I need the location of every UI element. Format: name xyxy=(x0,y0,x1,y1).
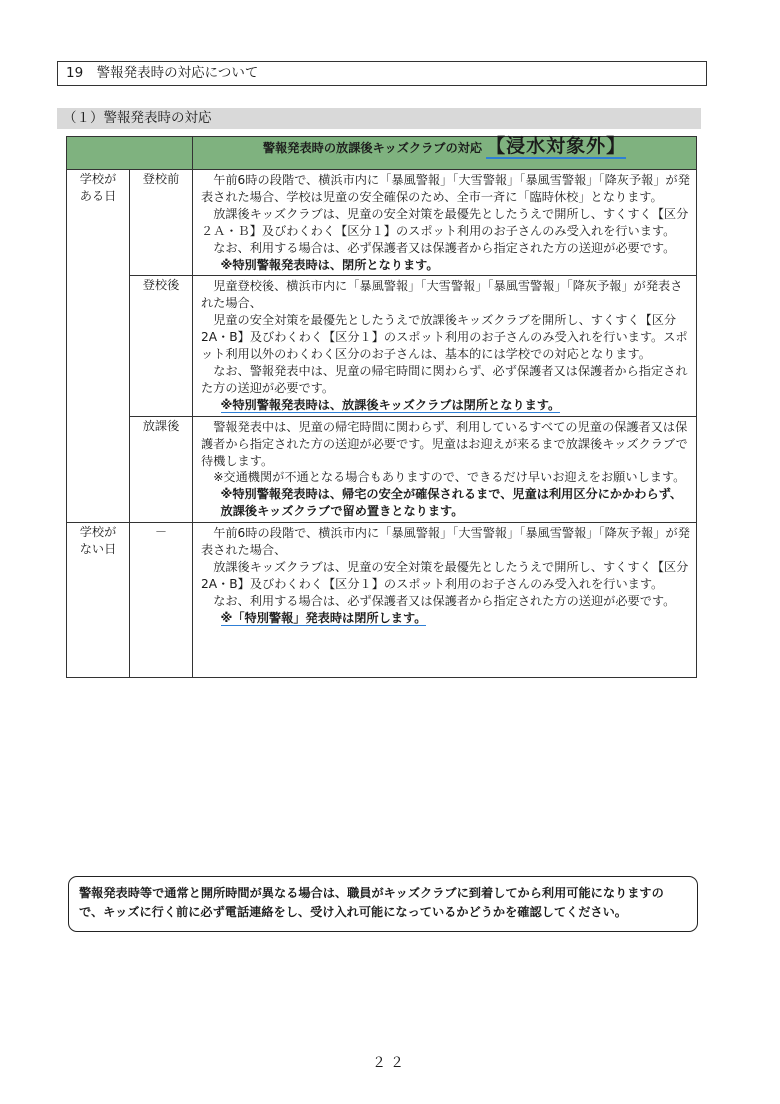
row-before-school xyxy=(67,170,697,276)
before-school-note: ※特別警報発表時は、閉所となります。 xyxy=(220,257,439,272)
before-school-label: 登校前 xyxy=(130,170,193,276)
section-title: 19 警報発表時の対応について xyxy=(57,61,707,86)
row-no-school-day xyxy=(67,523,697,678)
after-arrival-p3: なお、警報発表中は、児童の帰宅時間に関わらず、必ず保護者又は保護者から指定された方の送迎が必要です。 xyxy=(201,363,688,395)
page-number: ２２ xyxy=(372,1055,408,1071)
no-school-p1: 午前6時の段階で、横浜市内に「暴風警報」「大雪警報」「暴風雪警報」「降灰予報」が発表された場合、 xyxy=(201,526,690,558)
subsection-title: （１）警報発表時の対応 xyxy=(57,108,701,129)
header-empty-cell xyxy=(67,137,193,170)
after-school-p2: ※交通機関が不通となる場合もありますので、できるだけ早いお迎えをお願いします。 xyxy=(213,470,686,485)
no-school-note-text: ※「特別警報」発表時は閉所します。 xyxy=(220,610,427,625)
row-after-arrival xyxy=(67,276,697,416)
before-school-p1: 午前6時の段階で、横浜市内に「暴風警報」「大雪警報」「暴風雪警報」「降灰予報」が発表された場合、学校は児童の安全確保のため、全市一斉に「臨時休校」となります。 xyxy=(201,173,690,204)
before-school-content xyxy=(193,170,697,276)
after-arrival-note xyxy=(201,397,690,414)
after-school-p1: 警報発表中は、児童の帰宅時間に関わらず、利用しているすべての児童の保護者又は保護者から指定された方の送迎が必要です。児童はお迎えが来るまで放課後キッズクラブで待機します。 xyxy=(201,419,688,468)
after-arrival-p1: 児童登校後、横浜市内に「暴風警報」「大雪警報」「暴風雪警報」「降灰予報」が発表された場合、 xyxy=(201,279,683,311)
no-school-day-sub-label: － xyxy=(130,523,193,678)
header-tag: 【浸水対象外】 xyxy=(486,135,627,157)
before-school-p2: 放課後キッズクラブは、児童の安全対策を最優先としたうえで開所し、すくすく【区分２Ａ・Ｂ】及びわくわく【区分１】のスポット利用のお子さんのみ受入れを行います。 xyxy=(201,206,689,238)
school-day-label: 学校が ある日 xyxy=(67,170,130,523)
after-school-note: ※特別警報発表時は、帰宅の安全が確保されるまで、児童は利用区分にかかわらず、放課後キッズクラブで留め置きとなります。 xyxy=(220,487,683,519)
no-school-day-label: 学校が ない日 xyxy=(67,523,130,678)
after-school-content xyxy=(193,416,697,522)
no-school-p3: なお、利用する場合は、必ず保護者又は保護者から指定された方の送迎が必要です。 xyxy=(213,593,676,608)
notice-box: 警報発表時等で通常と開所時間が異なる場合は、職員がキッズクラブに到着してから利用可能になりますので、キッズに行く前に必ず電話連絡をし、受け入れ可能になっているかどうかを確認してください。 xyxy=(68,876,698,932)
after-arrival-label: 登校後 xyxy=(130,276,193,416)
row-after-school xyxy=(67,416,697,522)
no-school-day-content xyxy=(193,523,697,678)
warning-response-table xyxy=(66,136,697,678)
header-cell xyxy=(193,137,697,170)
header-text: 警報発表時の放課後キッズクラブの対応 xyxy=(262,141,483,155)
no-school-p2: 放課後キッズクラブは、児童の安全対策を最優先としたうえで開所し、すくすく【区分2A・B】及びわくわく【区分１】のスポット利用のお子さんのみ受入れを行います。 xyxy=(201,559,689,591)
after-school-label: 放課後 xyxy=(130,416,193,522)
before-school-p3: なお、利用する場合は、必ず保護者又は保護者から指定された方の送迎が必要です。 xyxy=(213,240,676,255)
table-header-row xyxy=(67,137,697,170)
no-school-note xyxy=(201,610,690,627)
after-arrival-content xyxy=(193,276,697,416)
after-arrival-p2: 児童の安全対策を最優先としたうえで放課後キッズクラブを開所し、すくすく【区分2A・B】及びわくわく【区分１】のスポット利用のお子さんのみ受入れを行います。スポット利用以外のわくわく区分のお子さんは、基本的には学校での対応となります。 xyxy=(201,313,688,362)
after-arrival-note-text: ※特別警報発表時は、放課後キッズクラブは閉所となります。 xyxy=(220,397,561,412)
